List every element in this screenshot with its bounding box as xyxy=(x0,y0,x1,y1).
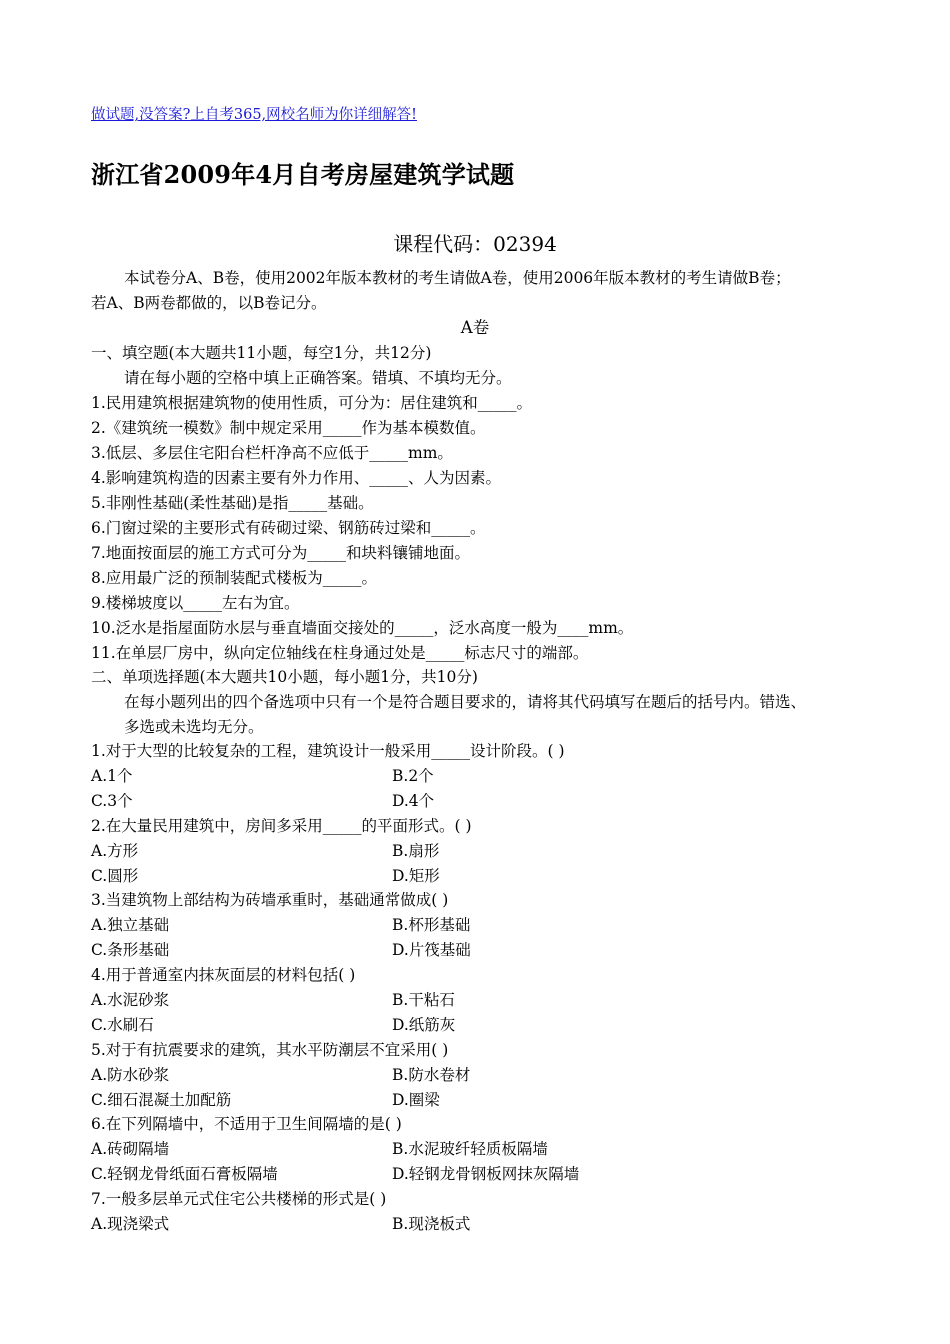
option-b: B.2个 xyxy=(392,767,434,785)
option-c: C.细石混凝土加配筋 xyxy=(91,1091,232,1109)
intro-line-1: 本试卷分A、B卷，使用2002年版本教材的考生请做A卷，使用2006年版本教材的考生请做B卷； xyxy=(124,269,791,287)
option-a: A.防水砂浆 xyxy=(91,1066,170,1084)
option-d: D.轻钢龙骨钢板网抹灰隔墙 xyxy=(392,1165,580,1183)
option-b: B.杯形基础 xyxy=(392,916,471,934)
fill-question: 8.应用最广泛的预制装配式楼板为_____。 xyxy=(91,569,378,587)
option-b: B.现浇板式 xyxy=(392,1215,471,1233)
fill-question: 7.地面按面层的施工方式可分为_____和块料镶铺地面。 xyxy=(91,544,471,562)
section2-heading: 二、单项选择题(本大题共10小题，每小题1分，共10分) xyxy=(91,668,478,686)
option-d: D.纸筋灰 xyxy=(392,1016,456,1034)
option-a: A.独立基础 xyxy=(91,916,170,934)
choice-question-stem: 6.在下列隔墙中，不适用于卫生间隔墙的是( ) xyxy=(91,1115,402,1133)
fill-question: 11.在单层厂房中，纵向定位轴线在柱身通过处是_____标志尺寸的端部。 xyxy=(91,644,589,662)
choice-question-stem: 4.用于普通室内抹灰面层的材料包括( ) xyxy=(91,966,356,984)
option-c: C.水刷石 xyxy=(91,1016,154,1034)
page-title: 浙江省2009年4月自考房屋建筑学试题 xyxy=(91,160,515,189)
option-c: C.条形基础 xyxy=(91,941,170,959)
option-c: C.3个 xyxy=(91,792,133,810)
option-b: B.防水卷材 xyxy=(392,1066,471,1084)
choice-question-stem: 7.一般多层单元式住宅公共楼梯的形式是( ) xyxy=(91,1190,387,1208)
option-c: C.圆形 xyxy=(91,867,139,885)
section1-heading: 一、填空题(本大题共11小题，每空1分，共12分) xyxy=(91,344,432,362)
choice-question-stem: 1.对于大型的比较复杂的工程，建筑设计一般采用_____设计阶段。( ) xyxy=(91,742,565,760)
option-d: D.圈梁 xyxy=(392,1091,440,1109)
option-d: D.矩形 xyxy=(392,867,440,885)
paper-a-label: A卷 xyxy=(460,318,490,337)
intro-line-2: 若A、B两卷都做的，以B卷记分。 xyxy=(91,294,327,312)
fill-question: 10.泛水是指屋面防水层与垂直墙面交接处的_____，泛水高度一般为____mm。 xyxy=(91,619,634,637)
fill-question: 5.非刚性基础(柔性基础)是指_____基础。 xyxy=(91,494,374,512)
option-a: A.现浇梁式 xyxy=(91,1215,170,1233)
option-d: D.片筏基础 xyxy=(392,941,471,959)
promo-link[interactable]: 做试题,没答案?上自考365,网校名师为你详细解答! xyxy=(91,107,417,123)
option-a: A.砖砌隔墙 xyxy=(91,1140,170,1158)
option-a: A.方形 xyxy=(91,842,139,860)
option-c: C.轻钢龙骨纸面石膏板隔墙 xyxy=(91,1165,278,1183)
fill-question: 1.民用建筑根据建筑物的使用性质，可分为：居住建筑和_____。 xyxy=(91,394,533,412)
fill-question: 6.门窗过梁的主要形式有砖砌过梁、钢筋砖过梁和_____。 xyxy=(91,519,486,537)
fill-question: 9.楼梯坡度以_____左右为宜。 xyxy=(91,594,300,612)
fill-question: 4.影响建筑构造的因素主要有外力作用、_____、人为因素。 xyxy=(91,469,502,487)
fill-question: 3.低层、多层住宅阳台栏杆净高不应低于_____mm。 xyxy=(91,444,453,462)
choice-question-stem: 5.对于有抗震要求的建筑，其水平防潮层不宜采用( ) xyxy=(91,1041,449,1059)
section1-instruction: 请在每小题的空格中填上正确答案。错填、不填均无分。 xyxy=(124,369,512,387)
choice-question-stem: 2.在大量民用建筑中，房间多采用_____的平面形式。( ) xyxy=(91,817,472,835)
option-a: A.1个 xyxy=(91,767,133,785)
section2-instruction: 多选或未选均无分。 xyxy=(124,718,264,736)
option-b: B.水泥玻纤轻质板隔墙 xyxy=(392,1140,548,1158)
choice-question-stem: 3.当建筑物上部结构为砖墙承重时，基础通常做成( ) xyxy=(91,891,449,909)
option-b: B.扇形 xyxy=(392,842,440,860)
fill-question: 2.《建筑统一模数》制中规定采用_____作为基本模数值。 xyxy=(91,419,486,437)
course-code: 课程代码：02394 xyxy=(393,232,557,256)
section2-instruction: 在每小题列出的四个备选项中只有一个是符合题目要求的，请将其代码填写在题后的括号内。错选、 xyxy=(124,693,807,711)
option-b: B.干粘石 xyxy=(392,991,455,1009)
option-d: D.4个 xyxy=(392,792,435,810)
option-a: A.水泥砂浆 xyxy=(91,991,170,1009)
